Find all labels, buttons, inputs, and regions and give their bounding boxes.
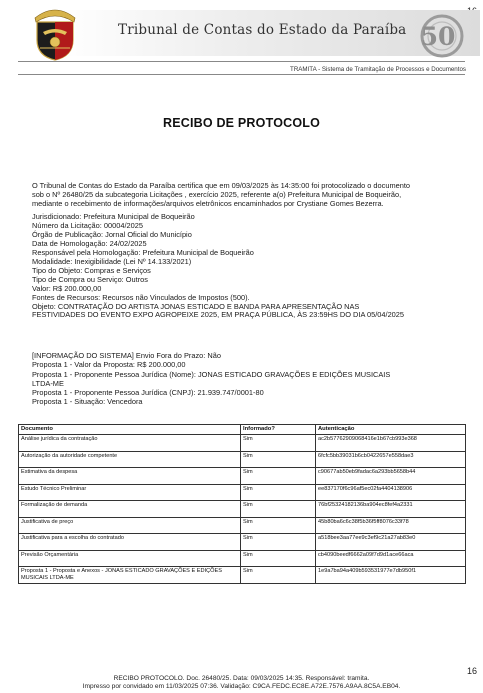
informed-cell: Sim [241,468,316,485]
detail-line: Data de Homologação: 24/02/2025 [32,238,147,248]
system-name-line: TRAMITA - Sistema de Tramitação de Processos e Documentos [290,66,466,73]
authentication-cell: 76bf25324182136ba904ec8fef4a2331 [316,501,466,518]
system-info-line: [INFORMAÇÃO DO SISTEMA] Envio Fora do Prazo: Não [32,351,221,360]
intro-line: mediante o recebimento de informações/arquivos eletrônicos encaminhados por Crystiane Gomes Bezerra. [32,199,384,209]
table-row [19,534,466,551]
system-info-line: Proposta 1 - Proponente Pessoa Jurídica (CNPJ): 21.939.747/0001-80 [32,388,264,398]
detail-line: Tipo de Compra ou Serviço: Outros [32,274,148,284]
document-name-cell: Proposta 1 - Proposta e Anexos - JONAS ESTICADO GRAVAÇÕES E EDIÇÕES MUSICAIS LTDA-ME [19,567,241,584]
detail-line: Órgão de Publicação: Jornal Oficial do Município [32,229,192,239]
authentication-cell: 45b80ba6c6c38f5b36f5ff8076c33f78 [316,517,466,534]
table-row [19,550,466,567]
anniversary-number: 50 [420,22,456,51]
authentication-cell: 1e9a7ba94a409b593531977e7db950f1 [316,567,466,584]
authentication-cell: 6fcfc5bb39031b6cb0422657e558dae3 [316,451,466,468]
detail-line: Modalidade: Inexigibilidade (Lei Nº 14.133/2021) [32,256,192,266]
intro-line: sob o Nº 26480/25 da subcategoria Licitações , exercício 2025, referente a(o) Prefeitura Municipal de Boqueirão, [32,190,402,200]
page-number-bottom: 16 [466,666,477,676]
informed-cell: Sim [241,517,316,534]
documents-table [18,424,466,584]
table-header-row [19,425,466,435]
table-row [19,435,466,452]
detail-line: FESTIVIDADES DO EVENTO EXPO AGROPEIXE 2025, EM PRAÇA PÚBLICA, ÀS 23:59HS DO DIA 05/04/2025 [32,310,405,320]
intro-line: O Tribunal de Contas do Estado da Paraíba certifica que em 09/03/2025 às 14:35:00 foi protocolizado o documento [32,181,410,190]
system-divider [18,74,465,75]
detail-line: Fontes de Recursos: Recursos não Vinculados de Impostos (500). [32,292,250,302]
table-row [19,468,466,485]
detail-line: Número da Licitação: 00004/2025 [32,220,143,230]
informed-cell: Sim [241,435,316,452]
document-name-cell: Estudo Técnico Preliminar [19,484,241,501]
header-divider [18,61,465,62]
informed-cell: Sim [241,501,316,518]
column-header-documento: Documento [19,425,241,435]
authentication-cell: ac2b57762909068416e1b67cb993e368 [316,435,466,452]
system-info-line: Proposta 1 - Valor da Proposta: R$ 200.000,00 [32,360,186,370]
detail-line: Tipo do Objeto: Compras e Serviços [32,265,151,275]
anniversary-50-emblem [412,12,464,60]
detail-line: Objeto: CONTRATAÇÃO DO ARTISTA JONAS ESTICADO E BANDA PARA APRESENTAÇÃO NAS [32,301,360,311]
table-row [19,451,466,468]
document-name-cell: Previsão Orçamentária [19,550,241,567]
document-title: RECIBO DE PROTOCOLO [162,116,321,130]
authentication-cell: ee837170f6c96af5ec02fa4404138906 [316,484,466,501]
table-row [19,517,466,534]
footer-line-validation: Impresso por convidado em 11/03/2025 07:36. Validação: C9CA.FEDC.EC8E.A72E.7576.A9AA.8C5A.EB04. [82,683,401,690]
informed-cell: Sim [241,451,316,468]
footer-line-receipt: RECIBO PROTOCOLO. Doc. 26480/25. Data: 09/03/2025 14:35. Responsável: tramita. [113,675,370,682]
authentication-cell: a518bee3aa77ee9c3ef9c21a27ab83e0 [316,534,466,551]
informed-cell: Sim [241,567,316,584]
details-block [32,213,462,320]
document-name-cell: Autorização da autoridade competente [19,451,241,468]
table-row [19,484,466,501]
system-info-line: Proposta 1 - Proponente Pessoa Jurídica (Nome): JONAS ESTICADO GRAVAÇÕES E EDIÇÕES MUSICAIS [32,369,391,379]
intro-paragraph [32,181,462,209]
system-info-line: LTDA-ME [32,378,64,388]
table-row [19,501,466,518]
detail-line: Responsável pela Homologação: Prefeitura Municipal de Boqueirão [32,247,254,257]
table-row [19,567,466,584]
system-info-line: Proposta 1 - Situação: Vencedora [32,397,143,407]
system-info-block [32,351,462,407]
document-name-cell: Justificativa de preço [19,517,241,534]
detail-line: Jurisdicionado: Prefeitura Municipal de Boqueirão [32,212,195,221]
detail-line: Valor: R$ 200.000,00 [32,283,102,293]
authentication-cell: cb4090beedf6662a09f7d9d1ace66aca [316,550,466,567]
document-name-cell: Estimativa da despesa [19,468,241,485]
document-name-cell: Justificativa para a escolha do contratado [19,534,241,551]
informed-cell: Sim [241,550,316,567]
column-header-autenticacao: Autenticação [316,425,466,435]
column-header-informado: Informado? [241,425,316,435]
footer-block [0,675,483,691]
informed-cell: Sim [241,534,316,551]
institution-name: Tribunal de Contas do Estado da Paraíba [118,22,407,38]
informed-cell: Sim [241,484,316,501]
document-name-cell: Análise jurídica da contratação [19,435,241,452]
coat-of-arms-logo [30,4,80,62]
authentication-cell: c90677ab50eb9fadac6a293bb5658b44 [316,468,466,485]
document-name-cell: Formalização de demanda [19,501,241,518]
